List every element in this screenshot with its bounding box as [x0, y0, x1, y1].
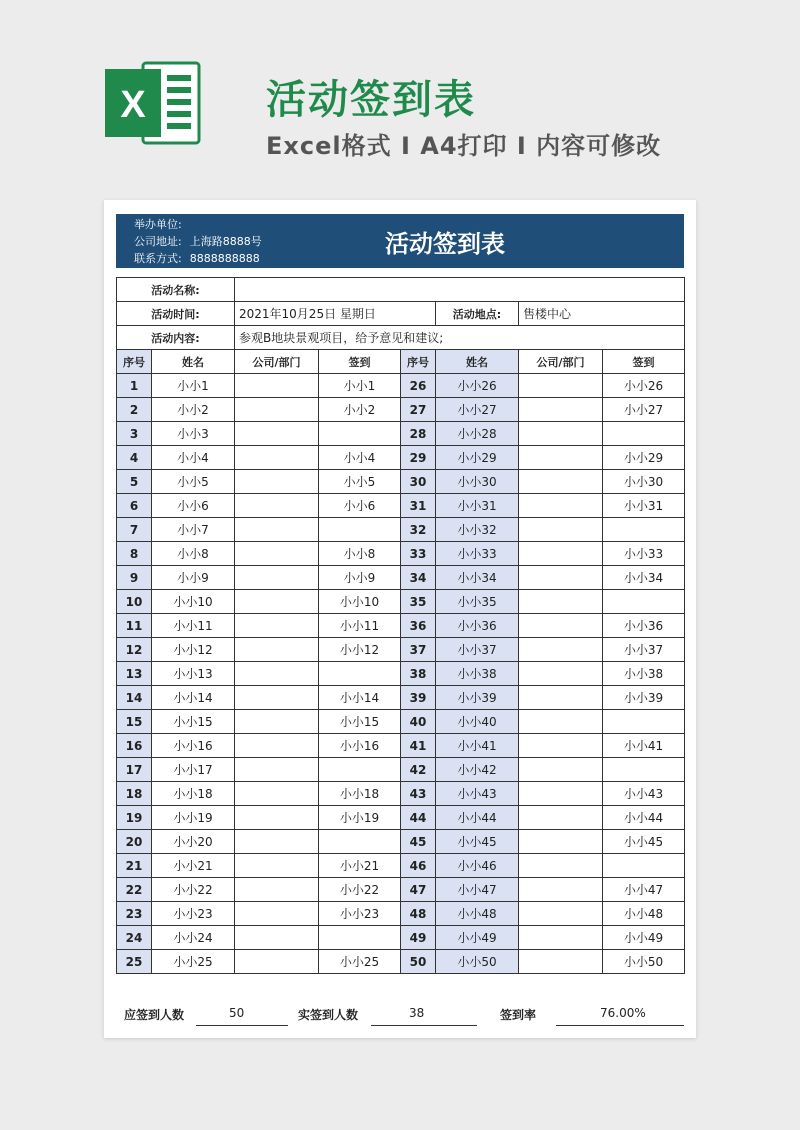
table-row — [117, 590, 685, 614]
logo-letter: X — [120, 84, 146, 126]
sign-cell[interactable]: 小小49 — [603, 926, 685, 950]
name-cell[interactable]: 小小27 — [436, 398, 519, 422]
activity-place-label: 活动地点: — [436, 302, 519, 326]
col-header-index-2: 序号 — [401, 350, 436, 374]
dept-cell[interactable] — [519, 638, 603, 662]
contact-value: 8888888888 — [189, 252, 260, 265]
row-index: 11 — [117, 614, 152, 638]
dept-cell[interactable] — [519, 758, 603, 782]
summary-footer — [116, 1003, 684, 1027]
dept-cell[interactable] — [235, 494, 319, 518]
address-value: 上海路8888号 — [189, 235, 262, 248]
row-index: 9 — [117, 566, 152, 590]
expected-underline — [196, 1025, 288, 1026]
row-index: 21 — [117, 854, 152, 878]
row-index: 18 — [117, 782, 152, 806]
name-cell[interactable]: 小小22 — [152, 878, 235, 902]
dept-cell[interactable] — [519, 590, 603, 614]
address-label: 公司地址: — [134, 235, 182, 248]
rate-value: 76.00% — [600, 1006, 646, 1020]
dept-cell[interactable] — [519, 470, 603, 494]
sign-cell[interactable]: 小小34 — [603, 566, 685, 590]
sign-cell[interactable]: 小小43 — [603, 782, 685, 806]
dept-cell[interactable] — [235, 518, 319, 542]
table-row — [117, 614, 685, 638]
name-cell[interactable]: 小小24 — [152, 926, 235, 950]
row-index: 35 — [401, 590, 436, 614]
activity-place-field[interactable]: 售楼中心 — [519, 302, 685, 326]
row-index: 25 — [117, 950, 152, 974]
name-cell[interactable]: 小小20 — [152, 830, 235, 854]
sign-cell[interactable] — [319, 422, 401, 446]
table-row — [117, 374, 685, 398]
col-header-index: 序号 — [117, 350, 152, 374]
name-cell[interactable]: 小小23 — [152, 902, 235, 926]
excel-logo-icon — [105, 57, 203, 149]
col-header-name-2: 姓名 — [436, 350, 519, 374]
dept-cell[interactable] — [235, 758, 319, 782]
name-cell[interactable]: 小小36 — [436, 614, 519, 638]
dept-cell[interactable] — [235, 614, 319, 638]
row-index: 19 — [117, 806, 152, 830]
dept-cell[interactable] — [519, 518, 603, 542]
row-index: 31 — [401, 494, 436, 518]
actual-value: 38 — [409, 1006, 425, 1020]
activity-content-field[interactable]: 参观B地块景观项目，给予意见和建议; — [235, 326, 685, 350]
sign-cell[interactable]: 小小29 — [603, 446, 685, 470]
sign-cell[interactable]: 小小8 — [319, 542, 401, 566]
table-row — [117, 950, 685, 974]
sign-cell[interactable]: 小小5 — [319, 470, 401, 494]
name-cell[interactable]: 小小40 — [436, 710, 519, 734]
table-row — [117, 902, 685, 926]
sign-cell[interactable]: 小小37 — [603, 638, 685, 662]
col-header-name: 姓名 — [152, 350, 235, 374]
row-index: 12 — [117, 638, 152, 662]
dept-cell[interactable] — [519, 614, 603, 638]
row-index: 1 — [117, 374, 152, 398]
table-row — [117, 398, 685, 422]
dept-cell[interactable] — [235, 686, 319, 710]
row-index: 37 — [401, 638, 436, 662]
name-cell[interactable]: 小小11 — [152, 614, 235, 638]
dept-cell[interactable] — [519, 710, 603, 734]
table-row — [117, 518, 685, 542]
table-row — [117, 470, 685, 494]
sign-cell[interactable]: 小小38 — [603, 662, 685, 686]
name-cell[interactable]: 小小12 — [152, 638, 235, 662]
row-index: 36 — [401, 614, 436, 638]
dept-cell[interactable] — [519, 446, 603, 470]
table-header-row — [117, 350, 685, 374]
name-cell[interactable]: 小小28 — [436, 422, 519, 446]
name-cell[interactable]: 小小43 — [436, 782, 519, 806]
sign-cell[interactable] — [603, 710, 685, 734]
sign-cell[interactable]: 小小44 — [603, 806, 685, 830]
dept-cell[interactable] — [235, 926, 319, 950]
table-row — [117, 830, 685, 854]
sign-cell[interactable]: 小小10 — [319, 590, 401, 614]
table-row — [117, 782, 685, 806]
sign-cell[interactable] — [319, 926, 401, 950]
name-cell[interactable]: 小小50 — [436, 950, 519, 974]
sign-cell[interactable]: 小小25 — [319, 950, 401, 974]
dept-cell[interactable] — [235, 902, 319, 926]
sheet-title: 活动签到表 — [385, 230, 505, 258]
actual-underline — [371, 1025, 477, 1026]
sign-cell[interactable]: 小小9 — [319, 566, 401, 590]
sign-in-sheet — [104, 200, 696, 1038]
table-row — [117, 638, 685, 662]
row-index: 43 — [401, 782, 436, 806]
name-cell[interactable]: 小小1 — [152, 374, 235, 398]
name-cell[interactable]: 小小31 — [436, 494, 519, 518]
sign-cell[interactable] — [319, 830, 401, 854]
table-row — [117, 926, 685, 950]
name-cell[interactable]: 小小25 — [152, 950, 235, 974]
name-cell[interactable]: 小小6 — [152, 494, 235, 518]
sign-cell[interactable]: 小小47 — [603, 878, 685, 902]
row-index: 13 — [117, 662, 152, 686]
name-cell[interactable]: 小小46 — [436, 854, 519, 878]
row-index: 23 — [117, 902, 152, 926]
row-index: 29 — [401, 446, 436, 470]
row-index: 34 — [401, 566, 436, 590]
dept-cell[interactable] — [235, 878, 319, 902]
row-index: 41 — [401, 734, 436, 758]
dept-cell[interactable] — [235, 470, 319, 494]
sign-cell[interactable]: 小小12 — [319, 638, 401, 662]
row-index: 22 — [117, 878, 152, 902]
dept-cell[interactable] — [235, 374, 319, 398]
name-cell[interactable]: 小小41 — [436, 734, 519, 758]
row-index: 15 — [117, 710, 152, 734]
sign-cell[interactable]: 小小41 — [603, 734, 685, 758]
row-index: 50 — [401, 950, 436, 974]
sign-cell[interactable]: 小小39 — [603, 686, 685, 710]
row-index: 6 — [117, 494, 152, 518]
dept-cell[interactable] — [519, 782, 603, 806]
activity-time-field[interactable]: 2021年10月25日 星期日 — [235, 302, 436, 326]
dept-cell[interactable] — [519, 950, 603, 974]
row-index: 2 — [117, 398, 152, 422]
name-cell[interactable]: 小小5 — [152, 470, 235, 494]
name-cell[interactable]: 小小26 — [436, 374, 519, 398]
table-row — [117, 542, 685, 566]
dept-cell[interactable] — [519, 902, 603, 926]
name-cell[interactable]: 小小47 — [436, 878, 519, 902]
name-cell[interactable]: 小小4 — [152, 446, 235, 470]
sign-cell[interactable]: 小小19 — [319, 806, 401, 830]
activity-content-row — [117, 326, 685, 350]
name-cell[interactable]: 小小15 — [152, 710, 235, 734]
name-cell[interactable]: 小小30 — [436, 470, 519, 494]
row-index: 46 — [401, 854, 436, 878]
sign-cell[interactable]: 小小11 — [319, 614, 401, 638]
banner-subtitle: Excel格式 I A4打印 I 内容可修改 — [266, 132, 662, 160]
table-row — [117, 446, 685, 470]
sign-cell[interactable]: 小小33 — [603, 542, 685, 566]
activity-name-row — [117, 278, 685, 302]
row-index: 30 — [401, 470, 436, 494]
name-cell[interactable]: 小小39 — [436, 686, 519, 710]
row-index: 20 — [117, 830, 152, 854]
row-index: 10 — [117, 590, 152, 614]
row-index: 45 — [401, 830, 436, 854]
dept-cell[interactable] — [519, 926, 603, 950]
name-cell[interactable]: 小小49 — [436, 926, 519, 950]
table-row — [117, 734, 685, 758]
name-cell[interactable]: 小小37 — [436, 638, 519, 662]
dept-cell[interactable] — [519, 854, 603, 878]
rate-underline — [556, 1025, 684, 1026]
activity-content-label: 活动内容: — [117, 326, 235, 350]
name-cell[interactable]: 小小44 — [436, 806, 519, 830]
activity-name-field[interactable] — [235, 278, 685, 302]
sign-in-table — [116, 277, 685, 974]
dept-cell[interactable] — [235, 830, 319, 854]
name-cell[interactable]: 小小33 — [436, 542, 519, 566]
row-index: 33 — [401, 542, 436, 566]
dept-cell[interactable] — [235, 950, 319, 974]
col-header-dept-2: 公司/部门 — [519, 350, 603, 374]
table-row — [117, 686, 685, 710]
sign-cell[interactable] — [603, 854, 685, 878]
row-index: 32 — [401, 518, 436, 542]
name-cell[interactable]: 小小3 — [152, 422, 235, 446]
dept-cell[interactable] — [235, 806, 319, 830]
sign-cell[interactable]: 小小30 — [603, 470, 685, 494]
dept-cell[interactable] — [519, 806, 603, 830]
name-cell[interactable]: 小小48 — [436, 902, 519, 926]
table-row — [117, 854, 685, 878]
row-index: 27 — [401, 398, 436, 422]
name-cell[interactable]: 小小18 — [152, 782, 235, 806]
contact-label: 联系方式: — [134, 252, 182, 265]
dept-cell[interactable] — [235, 854, 319, 878]
sign-cell[interactable] — [603, 590, 685, 614]
row-index: 47 — [401, 878, 436, 902]
row-index: 17 — [117, 758, 152, 782]
row-index: 42 — [401, 758, 436, 782]
col-header-sign: 签到 — [319, 350, 401, 374]
dept-cell[interactable] — [519, 662, 603, 686]
sign-cell[interactable]: 小小21 — [319, 854, 401, 878]
name-cell[interactable]: 小小7 — [152, 518, 235, 542]
name-cell[interactable]: 小小21 — [152, 854, 235, 878]
sign-cell[interactable]: 小小14 — [319, 686, 401, 710]
row-index: 16 — [117, 734, 152, 758]
name-cell[interactable]: 小小38 — [436, 662, 519, 686]
sign-cell[interactable]: 小小50 — [603, 950, 685, 974]
name-cell[interactable]: 小小16 — [152, 734, 235, 758]
dept-cell[interactable] — [519, 542, 603, 566]
dept-cell[interactable] — [235, 638, 319, 662]
sign-cell[interactable]: 小小2 — [319, 398, 401, 422]
name-cell[interactable]: 小小45 — [436, 830, 519, 854]
name-cell[interactable]: 小小19 — [152, 806, 235, 830]
expected-value: 50 — [229, 1006, 245, 1020]
sign-cell[interactable] — [319, 662, 401, 686]
dept-cell[interactable] — [235, 662, 319, 686]
sign-cell[interactable] — [319, 518, 401, 542]
dept-cell[interactable] — [235, 542, 319, 566]
table-row — [117, 806, 685, 830]
table-row — [117, 758, 685, 782]
sign-cell[interactable] — [603, 422, 685, 446]
expected-label: 应签到人数 — [124, 1008, 185, 1022]
table-row — [117, 662, 685, 686]
name-cell[interactable]: 小小34 — [436, 566, 519, 590]
rate-label: 签到率 — [500, 1008, 537, 1022]
row-index: 28 — [401, 422, 436, 446]
dept-cell[interactable] — [235, 566, 319, 590]
dept-cell[interactable] — [519, 734, 603, 758]
dept-cell[interactable] — [519, 494, 603, 518]
row-index: 38 — [401, 662, 436, 686]
sign-cell[interactable]: 小小23 — [319, 902, 401, 926]
table-row — [117, 422, 685, 446]
activity-time-label: 活动时间: — [117, 302, 235, 326]
sign-cell[interactable]: 小小1 — [319, 374, 401, 398]
col-header-dept: 公司/部门 — [235, 350, 319, 374]
col-header-sign-2: 签到 — [603, 350, 685, 374]
row-index: 5 — [117, 470, 152, 494]
sign-cell[interactable]: 小小36 — [603, 614, 685, 638]
dept-cell[interactable] — [235, 590, 319, 614]
sign-cell[interactable]: 小小4 — [319, 446, 401, 470]
name-cell[interactable]: 小小9 — [152, 566, 235, 590]
sign-cell[interactable]: 小小45 — [603, 830, 685, 854]
table-row — [117, 566, 685, 590]
row-index: 4 — [117, 446, 152, 470]
dept-cell[interactable] — [235, 422, 319, 446]
sign-cell[interactable]: 小小22 — [319, 878, 401, 902]
activity-time-row — [117, 302, 685, 326]
name-cell[interactable]: 小小42 — [436, 758, 519, 782]
dept-cell[interactable] — [519, 422, 603, 446]
dept-cell[interactable] — [235, 782, 319, 806]
dept-cell[interactable] — [519, 878, 603, 902]
table-row — [117, 710, 685, 734]
sign-cell[interactable]: 小小16 — [319, 734, 401, 758]
row-index: 8 — [117, 542, 152, 566]
table-row — [117, 878, 685, 902]
row-index: 14 — [117, 686, 152, 710]
sign-cell[interactable]: 小小48 — [603, 902, 685, 926]
sign-cell[interactable]: 小小15 — [319, 710, 401, 734]
dept-cell[interactable] — [235, 710, 319, 734]
name-cell[interactable]: 小小2 — [152, 398, 235, 422]
sign-cell[interactable] — [319, 758, 401, 782]
name-cell[interactable]: 小小29 — [436, 446, 519, 470]
name-cell[interactable]: 小小32 — [436, 518, 519, 542]
dept-cell[interactable] — [519, 830, 603, 854]
dept-cell[interactable] — [235, 446, 319, 470]
row-index: 40 — [401, 710, 436, 734]
name-cell[interactable]: 小小10 — [152, 590, 235, 614]
row-index: 48 — [401, 902, 436, 926]
sign-cell[interactable] — [603, 518, 685, 542]
sign-cell[interactable]: 小小27 — [603, 398, 685, 422]
actual-label: 实签到人数 — [298, 1008, 359, 1022]
name-cell[interactable]: 小小8 — [152, 542, 235, 566]
sign-cell[interactable]: 小小31 — [603, 494, 685, 518]
dept-cell[interactable] — [235, 398, 319, 422]
name-cell[interactable]: 小小35 — [436, 590, 519, 614]
row-index: 26 — [401, 374, 436, 398]
dept-cell[interactable] — [519, 566, 603, 590]
sign-cell[interactable]: 小小6 — [319, 494, 401, 518]
sign-cell[interactable] — [603, 758, 685, 782]
row-index: 39 — [401, 686, 436, 710]
activity-name-label: 活动名称: — [117, 278, 235, 302]
table-row — [117, 494, 685, 518]
name-cell[interactable]: 小小13 — [152, 662, 235, 686]
banner-title: 活动签到表 — [266, 77, 476, 123]
sign-cell[interactable]: 小小18 — [319, 782, 401, 806]
row-index: 49 — [401, 926, 436, 950]
sheet-header — [116, 214, 684, 268]
row-index: 3 — [117, 422, 152, 446]
row-index: 7 — [117, 518, 152, 542]
org-label: 举办单位: — [134, 218, 182, 231]
dept-cell[interactable] — [519, 374, 603, 398]
dept-cell[interactable] — [519, 398, 603, 422]
row-index: 44 — [401, 806, 436, 830]
dept-cell[interactable] — [519, 686, 603, 710]
name-cell[interactable]: 小小14 — [152, 686, 235, 710]
sign-cell[interactable]: 小小26 — [603, 374, 685, 398]
dept-cell[interactable] — [235, 734, 319, 758]
row-index: 24 — [117, 926, 152, 950]
name-cell[interactable]: 小小17 — [152, 758, 235, 782]
